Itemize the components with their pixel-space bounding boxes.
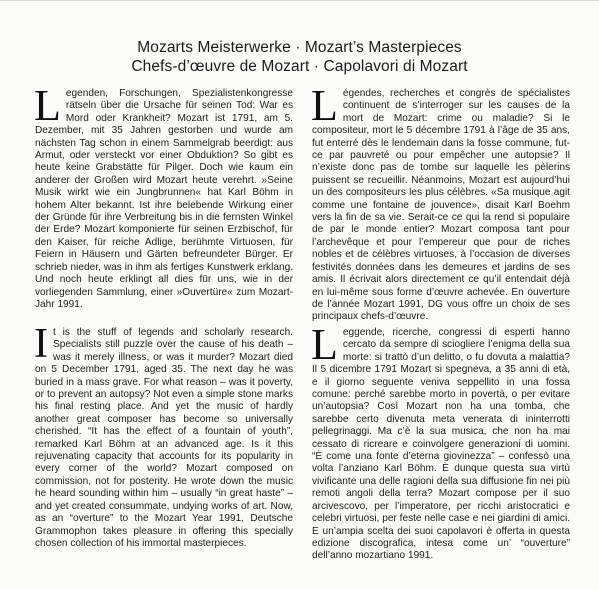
drop-cap: I <box>34 321 48 367</box>
french-text <box>311 81 570 324</box>
italian-text <box>311 320 570 563</box>
page-header <box>0 38 599 76</box>
english-body: t is the stuff of legends and scholarly research. Specialists still puzzle over the cause of his death – was it merely illness, or was it murder? Mozart died on 5 December 1791, aged 35. The next day he was buried in a mass grave. For what reason – was it poverty, or to prevent an autopsy? Not even a simple stone marks his final resting place. And yet the music of hardly another great composer has become so universally cherished. “It has the effect of a fountain of youth”, remarked Karl Böhm at an advanced age. Is it this rejuvenating capacity that accounts for its popularity in every corner of the world? Mozart composed on commission, not for posterity. He wrote down the music he heard sounding within him – usually “in great haste” – and yet created consummate, undying works of art. Now, as an “overture” to the Mozart Year 1991, Deutsche Grammophon takes pleasure in offering this specially chosen collection of his immortal masterpieces. <box>35 327 293 549</box>
german-text <box>34 81 293 311</box>
drop-cap: L <box>311 320 338 369</box>
drop-cap: L <box>311 81 338 130</box>
italian-body: eggende, ricerche, congressi di esperti hanno cercato da sempre di sciogliere l’enigma della sua morte: si trattò d’un delitto, o fu dovuta a malattia? Il 5 dicembre 1791 Mozart si spegneva, a 35 anni di età, e il giorno seguente veniva seppellito in una fossa comune: perché sarebbe morto in povertà, o per evitare un’autopsia? Così Mozart non ha una tomba, che sarebbe certo divenuta meta venerata di ininterrotti pellegrinaggi. Ma c’è la sua musica, che non ha mai cessato di ricreare e coinvolgere generazioni di uomini. “È come una fonte d’eterna giovinezza” – confessò una volta l’anziano Karl Böhm. È dunque questa sua virtù vivificante una delle ragioni della sua diffusione fin nei più remoti angoli della terra? Mozart compose per il suo arcivescovo, per l’imperatore, per ricchi aristocratici e celebri virtuosi, per feste nelle case e nei giardini di amici. E un’ampia scelta dei suoi capolavori è offerta in questa edizione discografica, intesa come un’ “ouverture” dell’anno mozartiano 1991. <box>312 327 570 562</box>
title-line-1: Mozarts Meisterwerke · Mozart’s Masterpieces <box>137 39 462 56</box>
german-body: egenden, Forschungen, Spezialistenkongresse rätseln über die Ursache für seinen Tod: War es Mord oder Krankheit? Mozart ist 1791, am 5. Dezember, mit 35 Jahren gestorben und wurde am nächsten Tag schon in einem Sammelgrab beerdigt: aus Armut, oder versteckt vor einer Obduktion? So gibt es heute keine Grabstätte für Pilger. Doch wie kaum ein anderer der Großen wird Mozart heute verehrt. »Seine Musik wirkt wie ein Jungbrunnen« hat Karl Böhm in hohem Alter bekannt. Ist ihre belebende Wirkung einer der Gründe für ihre Verbreitung bis in die fernsten Winkel der Erde? Mozart komponierte für seinen Erzbischof, für den Kaiser, für reiche Adlige, berühmte Virtuosen, für Feiern in Häusern und Gärten befreundeter Bürger. Er schrieb nieder, was in ihm als fertiges Kunstwerk erklang. Und noch heute erklingt all dies für uns, wie in der vorliegenden Sammlung, einer »Ouvertüre« zum Mozart-Jahr 1991. <box>35 88 293 310</box>
drop-cap: L <box>34 81 61 130</box>
english-text <box>34 321 293 550</box>
french-body: égendes, recherches et congrès de spécialistes continuent de s’interroger sur les causes de la mort de Mozart: crime ou maladie? Si le compositeur, mort le 5 décembre 1791 à l’âge de 35 ans, fut enterré dès le lendemain dans la fosse commune, fut-ce par pauvreté ou pour empêcher une autopsie? Il n’existe donc pas de tombe sur laquelle les pèlerins puissent se recueillir. Néanmoins, Mozart est aujourd’hui un des compositeurs les plus célèbres. «Sa musique agit comme une fontaine de jouvence», disait Karl Boehm vers la fin de sa vie. Serait-ce ce qui la rend si populaire de par le monde entier? Mozart composa tant pour l’archevêque et pour l’empereur que pour de riches nobles et de célèbres virtuoses, à l’occasion de diverses festivités données dans les demeures et jardins de ses amis. Il écrivait alors directement ce qu’il entendait déjà en lui-même sous forme d’œuvre achevée. En ouverture de l’année Mozart 1991, DG vous offre un choix de ses principaux chefs-d’œuvre. <box>312 88 570 323</box>
top-rule <box>0 0 599 1</box>
title-line-2: Chefs-d’œuvre de Mozart · Capolavori di Mozart <box>131 58 468 75</box>
